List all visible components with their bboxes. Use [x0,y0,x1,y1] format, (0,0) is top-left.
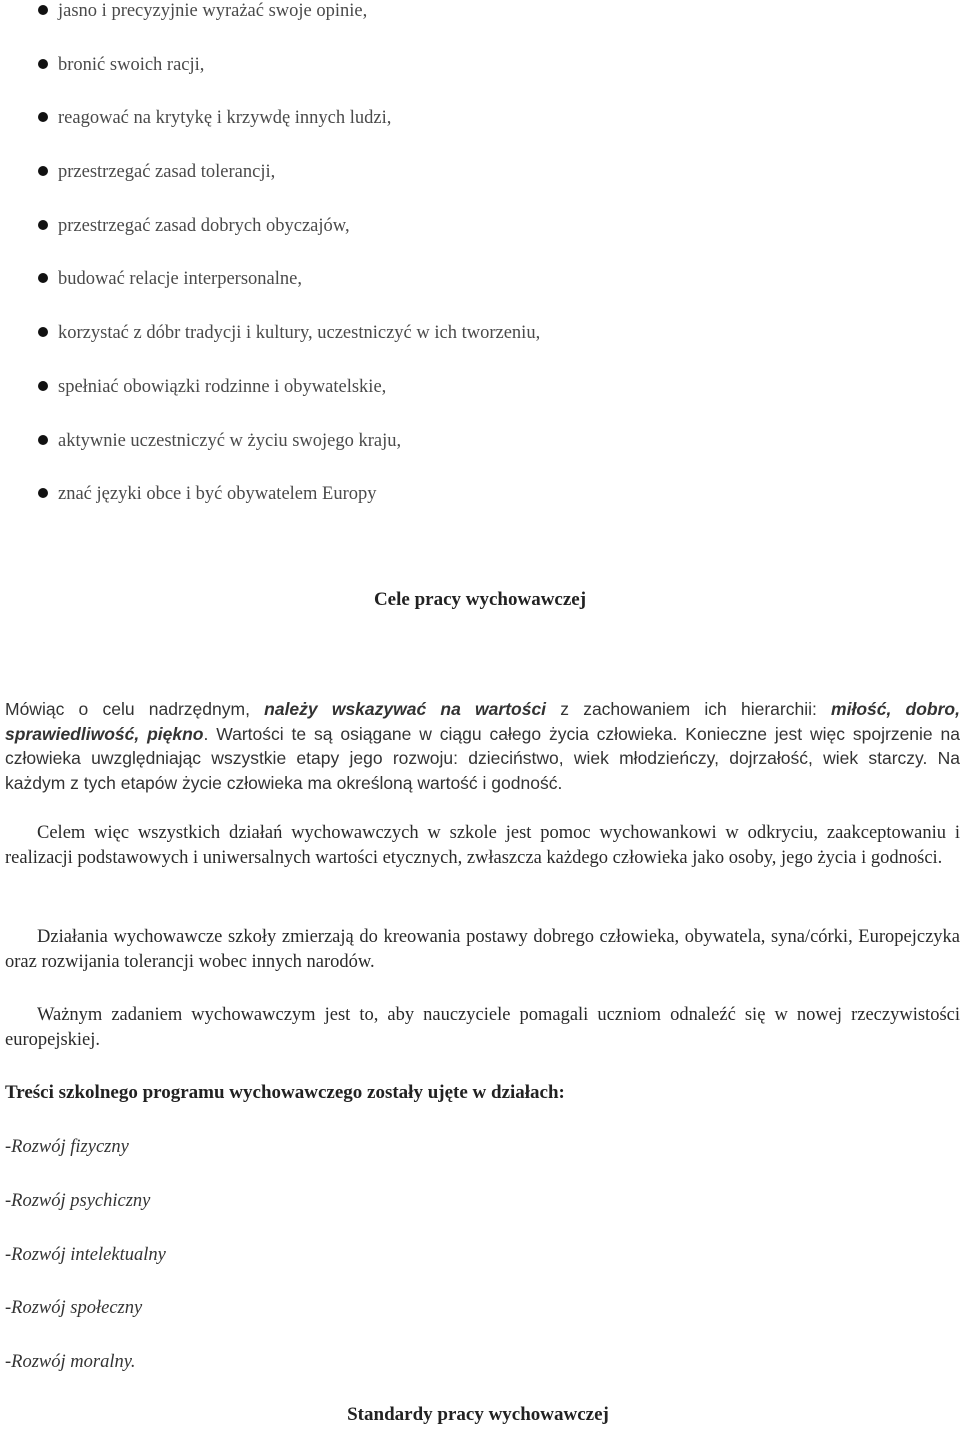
bullet-item [38,268,540,322]
bullet-text: reagować na krytykę i krzywdę innych ludzi, [58,108,392,129]
bullet-item [38,161,540,215]
bullet-item [38,430,540,484]
values-paragraph [5,697,960,795]
bullet-text: znać języki obce i być obywatelem Europy [58,484,377,505]
bullet-item [38,107,540,161]
bullet-dot-icon [38,488,48,498]
bullet-dot-icon [38,166,48,176]
area-item: -Rozwój moralny. [5,1352,136,1373]
development-areas-list [5,1136,166,1405]
bullet-item [38,322,540,376]
area-item: -Rozwój intelektualny [5,1244,166,1265]
goal-paragraph: Celem więc wszystkich działań wychowawczych w szkole jest pomoc wychowankowi w odkryciu, zaakceptowaniu i realizacji podstawowych i uniwersalnych wartości etycznych, zwłaszcza każdego człowieka jako osoby, jego życia i godności. [5,823,960,868]
bullet-text: przestrzegać zasad dobrych obyczajów, [58,215,350,236]
standards-heading: Standardy pracy wychowawczej [347,1404,609,1425]
goals-bullet-list [38,0,540,537]
bullet-dot-icon [38,273,48,283]
bullet-dot-icon [38,220,48,230]
bullet-text: spełniać obowiązki rodzinne i obywatelskie, [58,376,387,397]
para1-emphasis-2: miłość, dobro, sprawiedliwość, piękno [5,699,960,744]
area-item: -Rozwój społeczny [5,1298,143,1319]
para1-text-3: . Wartości te są osiągane w ciągu całego życia człowieka. Konieczne jest więc spojrzenie na człowieka uwzględniając wszystkie etapy jego rozwoju: dzieciństwo, wiek młodzieńczy, dojrzałość, wiek starczy. Na każdym z tych etapów życie człowieka ma określoną wartość i godność. [5,723,960,793]
bullet-text: bronić swoich racji, [58,54,205,75]
content-areas-title: Treści szkolnego programu wychowawczego zostały ujęte w działach: [5,1082,565,1103]
area-item: -Rozwój fizyczny [5,1137,129,1157]
goals-heading: Cele pracy wychowawczej [373,589,587,610]
bullet-dot-icon [38,435,48,445]
area-item: -Rozwój psychiczny [5,1190,151,1211]
bullet-dot-icon [38,327,48,337]
bullet-dot-icon [38,112,48,122]
bullet-item [38,376,540,430]
bullet-text: budować relacje interpersonalne, [58,269,302,290]
bullet-item [38,0,540,54]
para1-text-2: z zachowaniem ich hierarchii: [546,699,832,719]
bullet-text: aktywnie uczestniczyć w życiu swojego kraju, [58,430,402,451]
task-paragraph: Ważnym zadaniem wychowawczym jest to, aby nauczyciele pomagali uczniom odnaleźć się w nowej rzeczywistości europejskiej. [5,1005,960,1050]
bullet-item [38,54,540,108]
actions-paragraph: Działania wychowawcze szkoły zmierzają do kreowania postawy dobrego człowieka, obywatela, syna/córki, Europejczyka oraz rozwijania tolerancji wobec innych narodów. [5,927,960,972]
bullet-dot-icon [38,381,48,391]
bullet-item [38,483,540,537]
bullet-dot-icon [38,59,48,69]
bullet-dot-icon [38,5,48,15]
bullet-item [38,215,540,269]
para1-text-1: Mówiąc o celu nadrzędnym, [5,699,265,719]
para1-emphasis-1: należy wskazywać na wartości [264,699,547,719]
bullet-text: korzystać z dóbr tradycji i kultury, uczestniczyć w ich tworzeniu, [58,323,541,344]
bullet-text: przestrzegać zasad tolerancji, [58,162,276,183]
bullet-text: jasno i precyzyjnie wyrażać swoje opinie, [58,1,368,21]
